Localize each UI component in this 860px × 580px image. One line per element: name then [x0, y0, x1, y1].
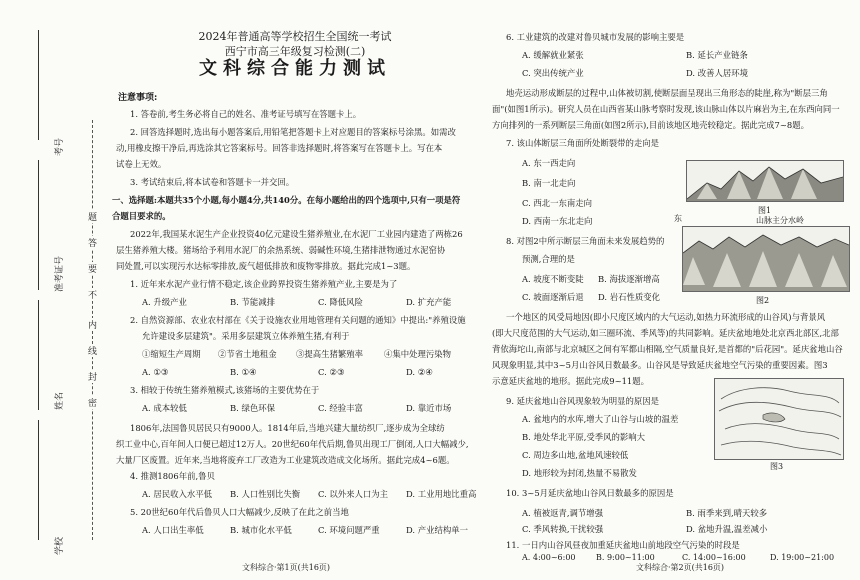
fault-facets-illustration — [683, 227, 849, 291]
q3-option-d[interactable]: D. 靠近市场 — [406, 403, 452, 413]
passage-line: 2022年,我国某水泥生产企业投资40亿元建设生猪养殖业,在水泥厂工业园内建造了两栋26 — [130, 229, 463, 239]
exam-title: 2024年普通高等学校招生全国统一考试 — [198, 30, 392, 43]
q4-option-b[interactable]: B. 人口性别比失衡 — [230, 489, 301, 499]
seal-char: 内 — [87, 318, 98, 331]
passage-line: 地壳运动形成断层的过程中,山体被切割,使断层面呈现出三角形态的陡崖,称为"断层三角 — [506, 88, 828, 98]
passage-line: 示意延庆盆地的地形。据此完成9~11题。 — [492, 376, 650, 386]
q8-option-d[interactable]: D. 岩石性质变化 — [598, 292, 660, 302]
q1-option-b[interactable]: B. 节能减排 — [230, 297, 275, 307]
page-2 — [486, 0, 856, 580]
question-4: 4. 推测1806年前,鲁贝 — [130, 471, 215, 481]
q4-option-d[interactable]: D. 工业用地比重高 — [406, 489, 477, 499]
section-heading: 一、选择题:本题共35个小题,每小题4分,共140分。在每小题给出的四个选项中,只有一项是符 — [112, 195, 461, 205]
q7-option-b[interactable]: B. 南一北走向 — [522, 178, 576, 188]
school-line — [38, 420, 39, 540]
page-footer: 文科综合·第1页(共16页) — [242, 563, 331, 572]
school-label: 学校 — [55, 536, 65, 555]
q7-option-d[interactable]: D. 西南一东北走向 — [522, 216, 593, 226]
question-5: 5. 20世纪60年代后鲁贝人口大幅减少,反映了在此之前当地 — [130, 507, 349, 517]
ticket-line — [38, 160, 39, 290]
q7-option-a[interactable]: A. 东一西走向 — [522, 158, 576, 168]
q4-option-a[interactable]: A. 居民收入水平低 — [142, 489, 212, 499]
exam-no-label: 考号 — [55, 137, 65, 156]
question-10: 10. 3~5月延庆盆地山谷风日数最多的原因是 — [506, 488, 674, 498]
question-1: 1. 近年来水泥产业行情不稳定,该企业跨界投资生猪养殖产业,主要是为了 — [130, 279, 398, 289]
q2-option-a[interactable]: A. ①③ — [142, 367, 169, 377]
passage-line: 大量厂区废置。近年来,当地将废弃工厂改造为工业建筑改造成文化场所。据此完成4~6题。 — [116, 455, 455, 465]
q9-option-a[interactable]: A. 盆地内的水库,增大了山谷与山坡的温差 — [522, 414, 679, 424]
fault-triangle-illustration — [687, 161, 843, 201]
q2-option-d[interactable]: D. ②④ — [406, 367, 433, 377]
page-1 — [112, 0, 478, 580]
exam-no-line — [38, 30, 39, 140]
q2-item: ②节省土地租金 — [218, 349, 277, 359]
paper-title: 文科综合能力测试 — [199, 58, 391, 79]
question-2: 2. 自然资源部、农业农村部在《关于设施农业用地管理有关问题的通知》中提出:"养殖设施 — [130, 315, 466, 325]
question-6: 6. 工业建筑的改建对鲁贝城市发展的影响主要是 — [506, 32, 685, 42]
passage-line: 织工业中心,百年间人口便已超过12万人。20世纪60年代后期,鲁贝出现工厂倒闭,人口大幅减少, — [116, 439, 469, 449]
question-8: 8. 对图2中所示断层三角面未来发展趋势的 — [506, 236, 665, 246]
section-heading: 合题目要求的。 — [112, 211, 171, 221]
q2-option-b[interactable]: B. ①④ — [230, 367, 257, 377]
seal-char: 线 — [87, 344, 98, 357]
figure-2-east-label: 东 — [674, 214, 682, 223]
note-line: 动,用橡皮擦干净后,再选涂其它答案标号。回答非选择题时,将答案写在答题卡上。写在本 — [116, 143, 443, 153]
figure-1-mountain — [686, 160, 844, 202]
exam-subtitle: 西宁市高三年级复习检测(二) — [224, 45, 366, 58]
note-line: 1. 答卷前,考生务必将自己的姓名、准考证号填写在答题卡上。 — [130, 109, 362, 119]
seal-char: 题 — [87, 210, 98, 223]
basin-terrain-map — [715, 379, 843, 459]
page-footer: 文科综合·第2页(共16页) — [636, 563, 725, 572]
passage-line: 同处置,可以实现污水达标零排放,废气超低排放和废物零排放。据此完成1~3题。 — [116, 261, 416, 271]
q11-option-d[interactable]: D. 19:00~21:00 — [770, 553, 835, 562]
q9-option-d[interactable]: D. 地形较为封闭,热量不易散发 — [522, 468, 637, 478]
q1-option-a[interactable]: A. 升级产业 — [142, 297, 187, 307]
q3-option-c[interactable]: C. 经验丰富 — [318, 403, 363, 413]
question-8: 预测,合理的是 — [522, 254, 575, 264]
figure-2-fault-facets — [682, 226, 850, 292]
seal-char: 密 — [87, 396, 98, 409]
q8-option-b[interactable]: B. 海拔逐渐增高 — [598, 274, 660, 284]
name-label: 姓名 — [55, 391, 65, 410]
passage-line: 风现象明显,其中3~5月山谷风日数最多。山谷风是导致延庆盆地空气污染的重要因素。图3 — [492, 360, 828, 370]
passage-line: 面"(如图1所示)。研究人员在山西省某山脉考察时发现,该山脉山体以片麻岩为主,在东西向同一 — [492, 104, 840, 114]
name-line — [38, 300, 39, 410]
seal-char: 封 — [87, 370, 98, 383]
note-line: 2. 回答选择题时,选出每小题答案后,用铅笔把答题卡上对应题目的答案标号涂黑。如需改 — [130, 127, 456, 137]
q2-item: ①缩短生产周期 — [142, 349, 201, 359]
note-line: 试卷上无效。 — [116, 159, 167, 169]
q5-option-d[interactable]: D. 产业结构单一 — [406, 525, 468, 535]
q8-option-c[interactable]: C. 坡面逐渐后退 — [522, 292, 584, 302]
q3-option-b[interactable]: B. 绿色环保 — [230, 403, 275, 413]
question-3: 3. 相较于传统生猪养殖模式,该猪场的主要优势在于 — [130, 385, 320, 395]
seal-char: 不 — [87, 288, 98, 301]
q9-option-c[interactable]: C. 周边多山地,盆地风速较低 — [522, 450, 629, 460]
q6-option-d[interactable]: D. 改善人居环境 — [686, 68, 748, 78]
q5-option-c[interactable]: C. 环境问题严重 — [318, 525, 380, 535]
q5-option-a[interactable]: A. 人口出生率低 — [142, 525, 204, 535]
q10-option-d[interactable]: D. 盆地升温,温差减小 — [686, 524, 768, 534]
q10-option-a[interactable]: A. 植被返青,调节增强 — [522, 508, 604, 518]
q3-option-a[interactable]: A. 成本较低 — [142, 403, 187, 413]
q6-option-a[interactable]: A. 缓解就业紧张 — [522, 50, 584, 60]
figure-2-peak-label: 山脉主分水岭 — [756, 216, 804, 225]
question-11: 11. 一日内山谷风昼夜加重延庆盆地山前地段空气污染的时段是 — [506, 540, 740, 550]
passage-line: 方向排列的一系列断层三角面(如图2所示),目前该地区地壳较稳定。据此完成7~8题。 — [492, 120, 809, 130]
seal-char: 答 — [87, 236, 98, 249]
figure-3-caption: 图3 — [770, 462, 784, 471]
q10-option-c[interactable]: C. 季风转换,干扰较强 — [522, 524, 604, 534]
ticket-label: 准考证号 — [55, 255, 65, 292]
figure-2-caption: 图2 — [756, 296, 770, 305]
q9-option-b[interactable]: B. 地处华北平原,受季风的影响大 — [522, 432, 646, 442]
question-2: 允许建设多层建筑"。采用多层建筑立体养殖生猪,有利于 — [142, 331, 350, 341]
note-line: 3. 考试结束后,将本试卷和答题卡一并交回。 — [130, 177, 295, 187]
passage-line: 1806年,法国鲁贝居民只有9000人。1814年后,当地兴建大量纺织厂,逐步成为全球纺 — [130, 423, 445, 433]
q7-option-c[interactable]: C. 西北一东南走向 — [522, 198, 593, 208]
question-9: 9. 延庆盆地山谷风现象较为明显的原因是 — [506, 396, 660, 406]
binding-margin — [0, 0, 108, 580]
passage-line: 一个地区的风受局地因(即小尺度区域内的大气运动,如热力环流形成的山谷风)与背景风 — [506, 312, 826, 322]
figure-1-caption: 图1 — [758, 206, 772, 215]
q6-option-c[interactable]: C. 突出传统产业 — [522, 68, 584, 78]
q5-option-b[interactable]: B. 城市化水平低 — [230, 525, 292, 535]
q1-option-c[interactable]: C. 降低风险 — [318, 297, 363, 307]
q2-option-c[interactable]: C. ②③ — [318, 367, 345, 377]
q11-option-a[interactable]: A. 4:00~6:00 — [522, 553, 576, 562]
notes-title: 注意事项: — [118, 93, 158, 103]
q11-option-b[interactable]: B. 9:00~11:00 — [596, 553, 655, 562]
q4-option-c[interactable]: C. 以外来人口为主 — [318, 489, 389, 499]
seal-char: 要 — [87, 262, 98, 275]
passage-line: 背依海坨山,南部与北京城区之间有军都山相隔,空气质量良好,是首都的"后花园"。延庆盆地山谷 — [492, 344, 843, 354]
q2-item: ④集中处理污染物 — [384, 349, 451, 359]
q11-option-c[interactable]: C. 14:00~16:00 — [682, 553, 746, 562]
passage-line: 层生猪养殖大楼。猪场给予利用水泥厂的余热系统、弱碱性环境,生猪排泄物通过水泥窑协 — [116, 245, 446, 255]
q2-item: ③提高生猪繁殖率 — [296, 349, 363, 359]
question-7: 7. 该山体断层三角面所处断裂带的走向是 — [506, 138, 660, 148]
figure-3-basin-map — [714, 378, 844, 460]
passage-line: (即大尺度范围的大气运动,如三圈环流、季风等)的共同影响。延庆盆地地处北京西北部区,北部 — [492, 328, 839, 338]
q10-option-b[interactable]: B. 雨季来到,晴天较多 — [686, 508, 768, 518]
q6-option-b[interactable]: B. 延长产业链条 — [686, 50, 748, 60]
q8-option-a[interactable]: A. 坡度不断变陡 — [522, 274, 584, 284]
q1-option-d[interactable]: D. 扩充产能 — [406, 297, 452, 307]
